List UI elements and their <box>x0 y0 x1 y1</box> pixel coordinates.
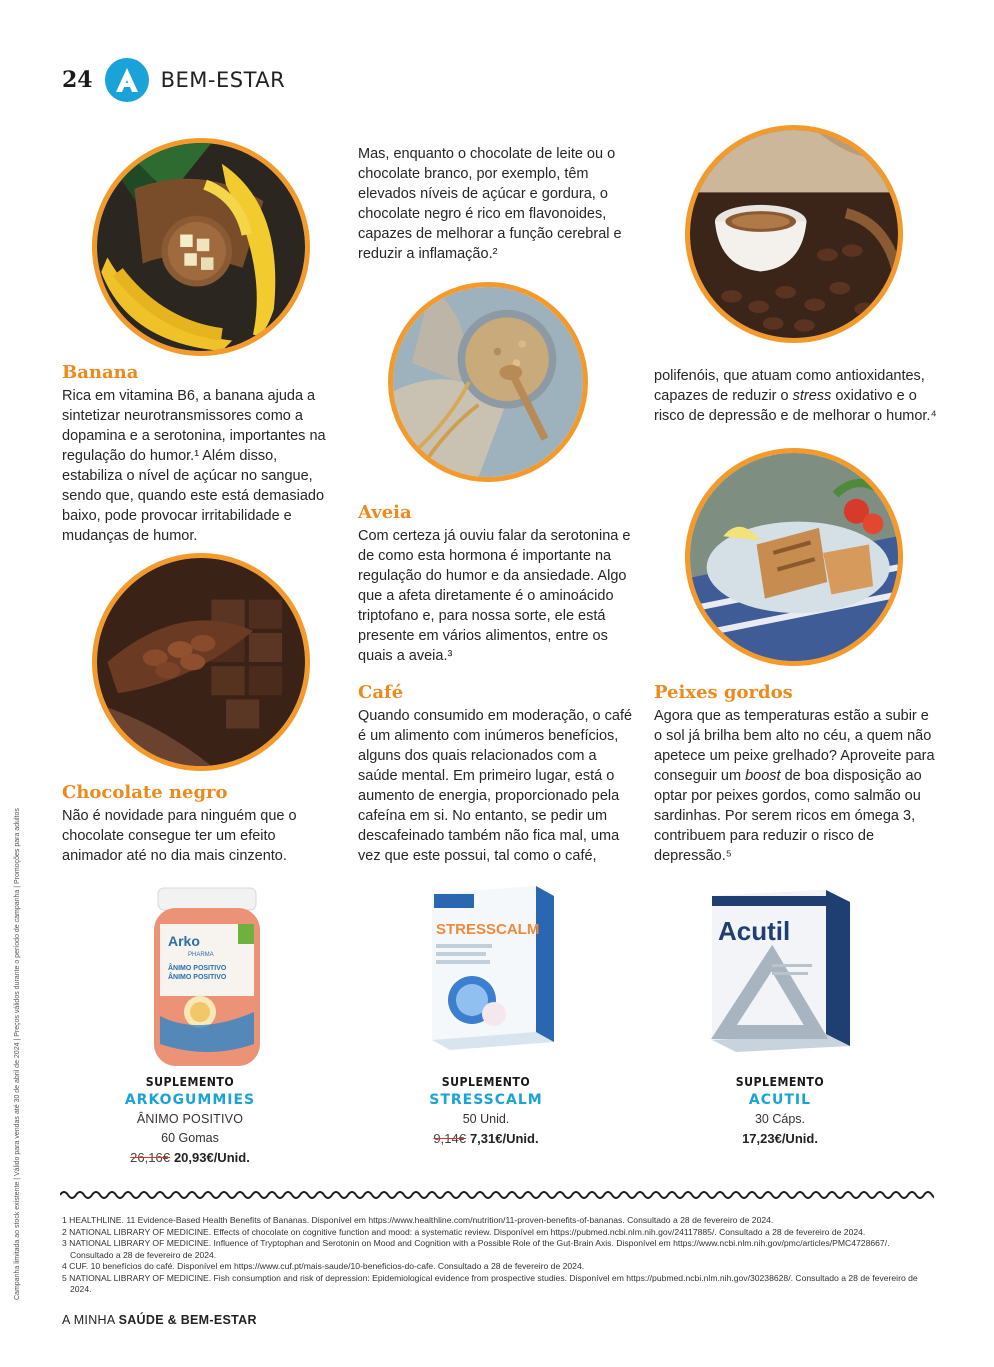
wave-divider <box>60 1188 934 1202</box>
footer <box>62 1313 257 1327</box>
product-quantity: 50 Unid. <box>462 1112 510 1126</box>
chocolate-title: Chocolate negro <box>62 782 228 803</box>
product-variant: ÂNIMO POSITIVO <box>136 1112 244 1126</box>
product-quantity: 30 Cáps. <box>754 1112 806 1126</box>
reference-item: 5 NATIONAL LIBRARY OF MEDICINE. Fish consumption and risk of depression: Epidemiological evidence from prospective studies. Disponível em https://pubmed.ncbi.nlm.nih.gov/30238628/. Consultado a 28 de fevereiro de 2024. <box>62 1272 918 1294</box>
product-kind: SUPLEMENTO <box>735 1074 825 1089</box>
product-price <box>690 1129 870 1148</box>
oats-image <box>388 282 588 482</box>
footer-prefix: A MINHA <box>62 1313 119 1327</box>
aveia-title: Aveia <box>358 502 412 523</box>
chocolate-continuation <box>358 144 638 264</box>
svg-text:STRESSCALM: STRESSCALM <box>436 921 540 938</box>
fish-image <box>685 448 903 666</box>
stresscalm-product-image <box>428 882 558 1052</box>
svg-text:ÂNIMO POSITIVO: ÂNIMO POSITIVO <box>168 965 227 972</box>
svg-text:Arko: Arko <box>168 933 200 949</box>
product-price <box>100 1148 280 1167</box>
page-number: 24 <box>62 67 93 93</box>
pharmacy-logo-icon <box>105 58 149 102</box>
footer-magazine-title: SAÚDE & BEM-ESTAR <box>118 1313 257 1327</box>
new-price: 17,23€/Unid. <box>742 1131 818 1146</box>
peixes-text: Agora que as temperaturas estão a subir e o sol já brilha bem alto no céu, a quem não apetece um peixe grelhado? Aproveite para conseguir um boost de boa disposição ao optar por peixes gordos, como salmão ou sardinhas. Por serem ricos em ómega 3, contribuem para reduzir o risco de depressão.⁵ <box>654 708 935 864</box>
old-price: 26,16€ <box>130 1150 170 1165</box>
reference-item: 2 NATIONAL LIBRARY OF MEDICINE. Effects of chocolate on cognitive function and mood: a systematic review. Disponível em https://pubmed.ncbi.nlm.nih.gov/24117885/. Consultado a 28 de fevereiro de 2024. <box>62 1226 866 1237</box>
svg-text:ÂNIMO POSITIVO: ÂNIMO POSITIVO <box>168 974 227 981</box>
banana-section <box>62 362 332 546</box>
new-price: 20,93€/Unid. <box>173 1150 250 1165</box>
product-stresscalm <box>396 1072 576 1148</box>
side-credit: Campanha limitada ao stock existente | Válido para vendas até 30 de abril de 2024 | Preços válidos durante o período de campanha | Promoções para adultos <box>14 808 21 1300</box>
product-arkogummies <box>100 1072 280 1167</box>
cafe-continuation-text: polifenóis, que atuam como antioxidantes, capazes de reduzir o stress oxidativo e o risco de depressão e de melhorar o humor.⁴ <box>654 368 937 424</box>
product-name: ARKOGUMMIES <box>124 1092 256 1108</box>
chocolate-section <box>62 782 337 866</box>
reference-item: 4 CUF. 10 benefícios do café. Disponível em https://www.cuf.pt/mais-saude/10-beneficios-do-cafe. Consultado a 28 de fevereiro de 2024. <box>62 1261 585 1271</box>
product-name: ACUTIL <box>748 1092 812 1108</box>
chocolate-continuation-text: Mas, enquanto o chocolate de leite ou o chocolate branco, por exemplo, têm elevados níveis de açúcar e gordura, o chocolate negro é rico em flavonoides, capazes de melhorar a função cerebral e reduzir a inflamação.² <box>358 146 622 262</box>
reference-item: 3 NATIONAL LIBRARY OF MEDICINE. Influence of Tryptophan and Serotonin on Mood and Cognition with a Possible Role of the Gut-Brain Axis. Disponível em https://www.ncbi.nlm.nih.gov/pmc/articles/PMC4728667/. Consultado a 28 de fevereiro de 2024. <box>62 1238 890 1260</box>
peixes-section <box>654 682 939 866</box>
coffee-image <box>685 125 903 343</box>
aveia-text: Com certeza já ouviu falar da serotonina e de como esta hormona é importante na regulação do humor e da ansiedade. Algo que a afeta diretamente é o aminoácido triptofano e, para nossa sorte, ele está presente em vários alimentos, entre os quais a aveia.³ <box>358 528 631 664</box>
section-title: BEM-ESTAR <box>160 68 286 92</box>
product-name: STRESSCALM <box>429 1092 543 1108</box>
svg-text:PHARMA: PHARMA <box>188 952 214 958</box>
cafe-continuation <box>654 366 939 426</box>
reference-item: 1 HEALTHLINE. 11 Evidence-Based Health Benefits of Bananas. Disponível em https://www.healthline.com/nutrition/11-proven-benefits-of-bananas. Consultado a 28 de fevereiro de 2024. <box>62 1215 774 1225</box>
peixes-title: Peixes gordos <box>654 682 793 703</box>
chocolate-image <box>92 553 310 771</box>
banana-text: Rica em vitamina B6, a banana ajuda a sintetizar neurotransmissores como a dopamina e a serotonina, importantes na regulação do humor.¹ Além disso, estabiliza o nível de açúcar no sangue, sendo que, quando este está demasiado baixo, pode provocar irritabilidade e mudanças de humor. <box>62 388 326 544</box>
product-kind: SUPLEMENTO <box>441 1074 531 1089</box>
page-header <box>62 54 285 106</box>
svg-text:Acutil: Acutil <box>718 916 791 946</box>
chocolate-text: Não é novidade para ninguém que o chocolate consegue ter um efeito animador até no dia mais cinzento. <box>62 808 297 864</box>
banana-image <box>92 138 310 356</box>
cafe-title: Café <box>358 682 404 703</box>
banana-title: Banana <box>62 362 139 383</box>
arkogummies-product-image <box>148 884 266 1070</box>
product-acutil <box>690 1072 870 1148</box>
aveia-section <box>358 502 638 666</box>
product-quantity: 60 Gomas <box>161 1131 219 1145</box>
cafe-text: Quando consumido em moderação, o café é um alimento com inúmeros benefícios, alguns dos quais relacionados com a saúde mental. Em primeiro lugar, está o aumento de energia, proporcionado pela cafeína em si. No entanto, se pedir um descafeinado também não fica mal, uma vez que este possui, tal como o café, <box>358 708 633 864</box>
references <box>62 1215 934 1296</box>
product-kind: SUPLEMENTO <box>145 1074 235 1089</box>
cafe-section <box>358 682 640 866</box>
product-price <box>396 1129 576 1148</box>
old-price: 9,14€ <box>433 1131 466 1146</box>
new-price: 7,31€/Unid. <box>469 1131 539 1146</box>
acutil-product-image <box>708 886 854 1054</box>
